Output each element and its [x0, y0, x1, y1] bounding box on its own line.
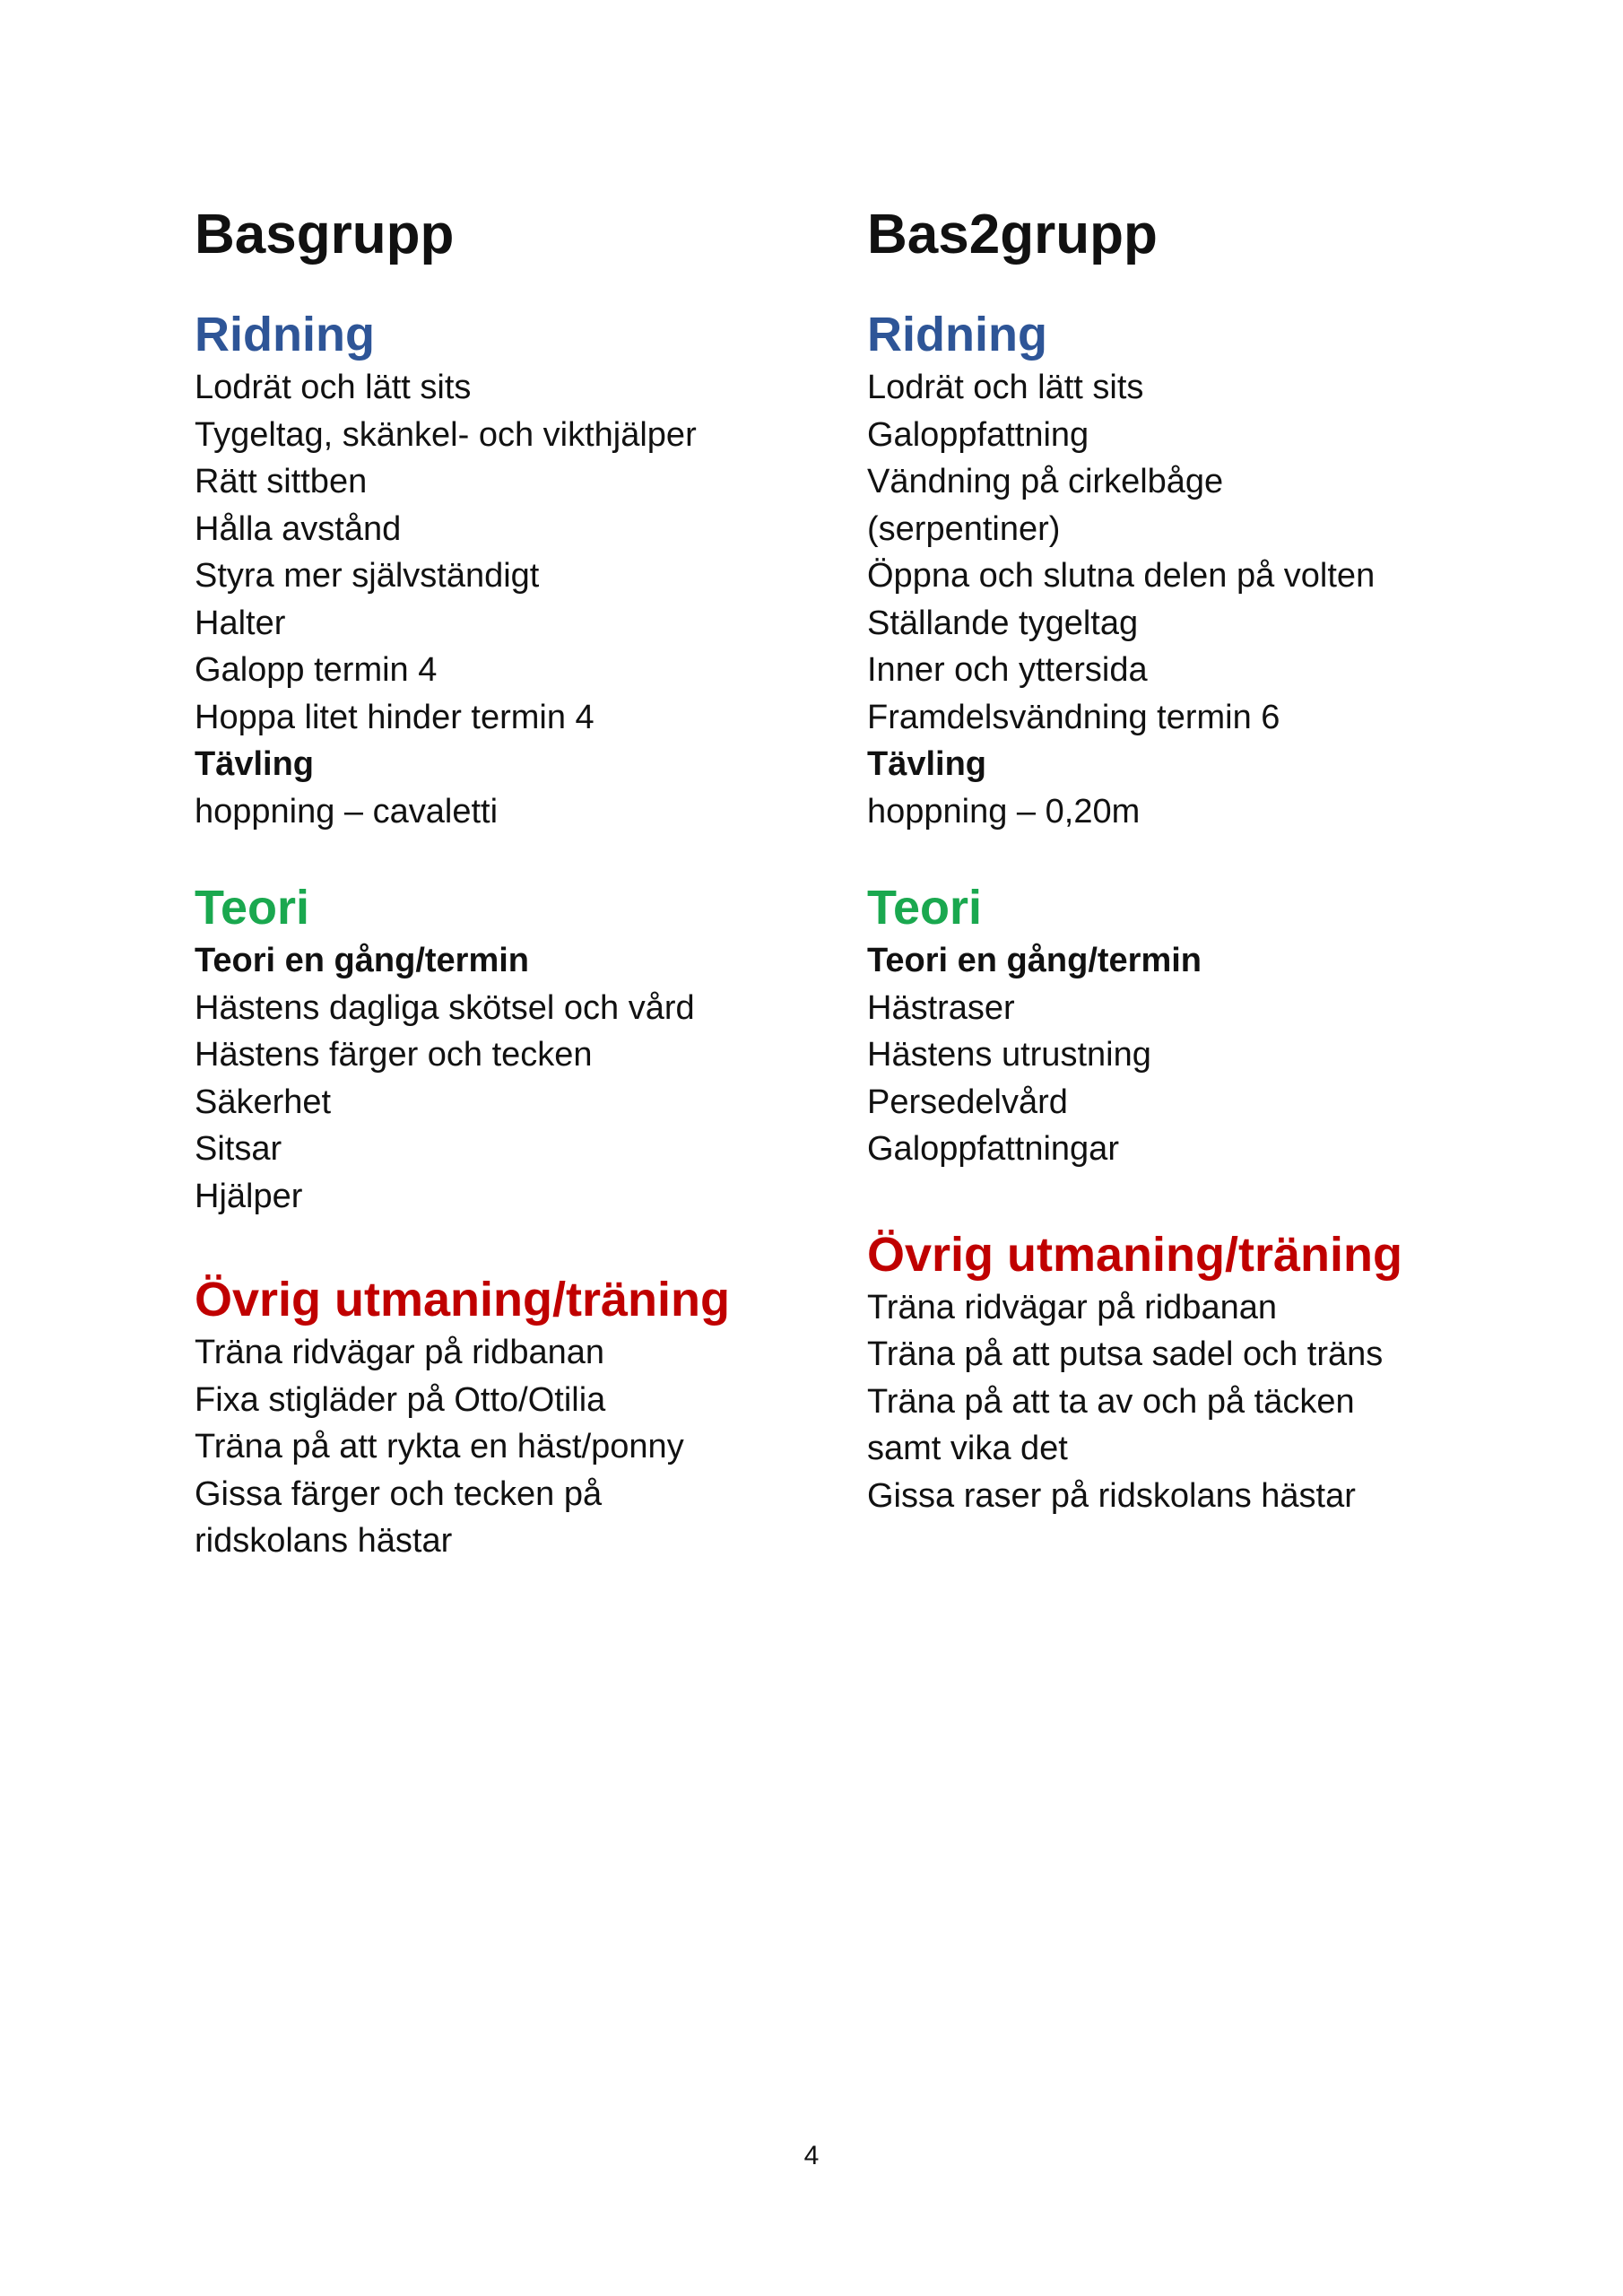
section-ridning: [867, 305, 1477, 835]
section-heading-ridning: Ridning: [867, 308, 1047, 361]
section-heading-teori: Teori: [195, 881, 310, 935]
list-item: Vändning på cirkelbåge: [867, 463, 1224, 500]
tavling-label: Tävling: [195, 745, 315, 783]
list-item: Gissa raser på ridskolans hästar: [867, 1476, 1356, 1515]
section-ovrig: [195, 1270, 804, 1565]
list-item: (serpentiner): [867, 509, 1061, 548]
group-title: Bas2grupp: [867, 204, 1158, 265]
list-item: Träna på att putsa sadel och träns: [867, 1335, 1384, 1373]
list-item: Halter: [195, 604, 286, 642]
list-item: Galoppfattningar: [867, 1130, 1119, 1168]
section-heading-ovrig: Övrig utmaning/träning: [867, 1227, 1403, 1282]
tavling-value: hoppning – cavaletti: [195, 792, 499, 831]
list-item: Ställande tygeltag: [867, 604, 1139, 642]
list-item: Tygeltag, skänkel- och vikthjälper: [195, 415, 697, 454]
list-item: Hästens färger och tecken: [195, 1036, 593, 1074]
list-item: Persedelvård: [867, 1083, 1068, 1121]
section-heading-ridning: Ridning: [195, 308, 375, 361]
list-item: Träna på att ta av och på täcken: [867, 1382, 1355, 1421]
list-item: Träna ridvägar på ridbanan: [195, 1334, 604, 1371]
teori-subheading: Teori en gång/termin: [867, 942, 1202, 979]
column-bas2grupp: [867, 199, 1477, 1562]
list-item: Galopp termin 4: [195, 651, 438, 689]
tavling-value: hoppning – 0,20m: [867, 792, 1141, 831]
list-item: Galoppfattning: [867, 415, 1089, 454]
section-teori: [195, 878, 804, 1220]
list-item: Sitsar: [195, 1130, 282, 1168]
list-item: Lodrät och lätt sits: [867, 369, 1144, 406]
list-item: Lodrät och lätt sits: [195, 369, 472, 406]
list-item: Framdelsvändning termin 6: [867, 698, 1280, 736]
list-item: samt vika det: [867, 1430, 1068, 1467]
list-item: Hästraser: [867, 988, 1015, 1027]
list-item: Säkerhet: [195, 1083, 332, 1121]
list-item: Inner och yttersida: [867, 651, 1148, 689]
list-item: ridskolans hästar: [195, 1522, 453, 1560]
list-item: Hoppa litet hinder termin 4: [195, 698, 595, 736]
group-title: Basgrupp: [195, 204, 455, 265]
list-item: Rätt sittben: [195, 463, 368, 500]
list-item: Träna på att rykta en häst/ponny: [195, 1428, 684, 1465]
list-item: Öppna och slutna delen på volten: [867, 557, 1376, 595]
list-item: Hålla avstånd: [195, 509, 402, 548]
page-number: 4: [803, 2141, 820, 2170]
list-item: Fixa stigläder på Otto/Otilia: [195, 1380, 606, 1419]
section-ovrig: [867, 1225, 1477, 1520]
section-heading-ovrig: Övrig utmaning/träning: [195, 1273, 731, 1326]
section-heading-teori: Teori: [867, 881, 983, 935]
section-ridning: [195, 305, 804, 835]
list-item: Gissa färger och tecken på: [195, 1474, 603, 1513]
list-item: Hjälper: [195, 1177, 303, 1215]
list-item: Träna ridvägar på ridbanan: [867, 1288, 1277, 1326]
tavling-label: Tävling: [867, 745, 987, 783]
list-item: Hästens dagliga skötsel och vård: [195, 988, 695, 1027]
section-teori: [867, 878, 1477, 1173]
list-item: Styra mer självständigt: [195, 557, 540, 595]
list-item: Hästens utrustning: [867, 1036, 1151, 1074]
column-basgrupp: [195, 199, 804, 1608]
teori-subheading: Teori en gång/termin: [195, 942, 530, 979]
